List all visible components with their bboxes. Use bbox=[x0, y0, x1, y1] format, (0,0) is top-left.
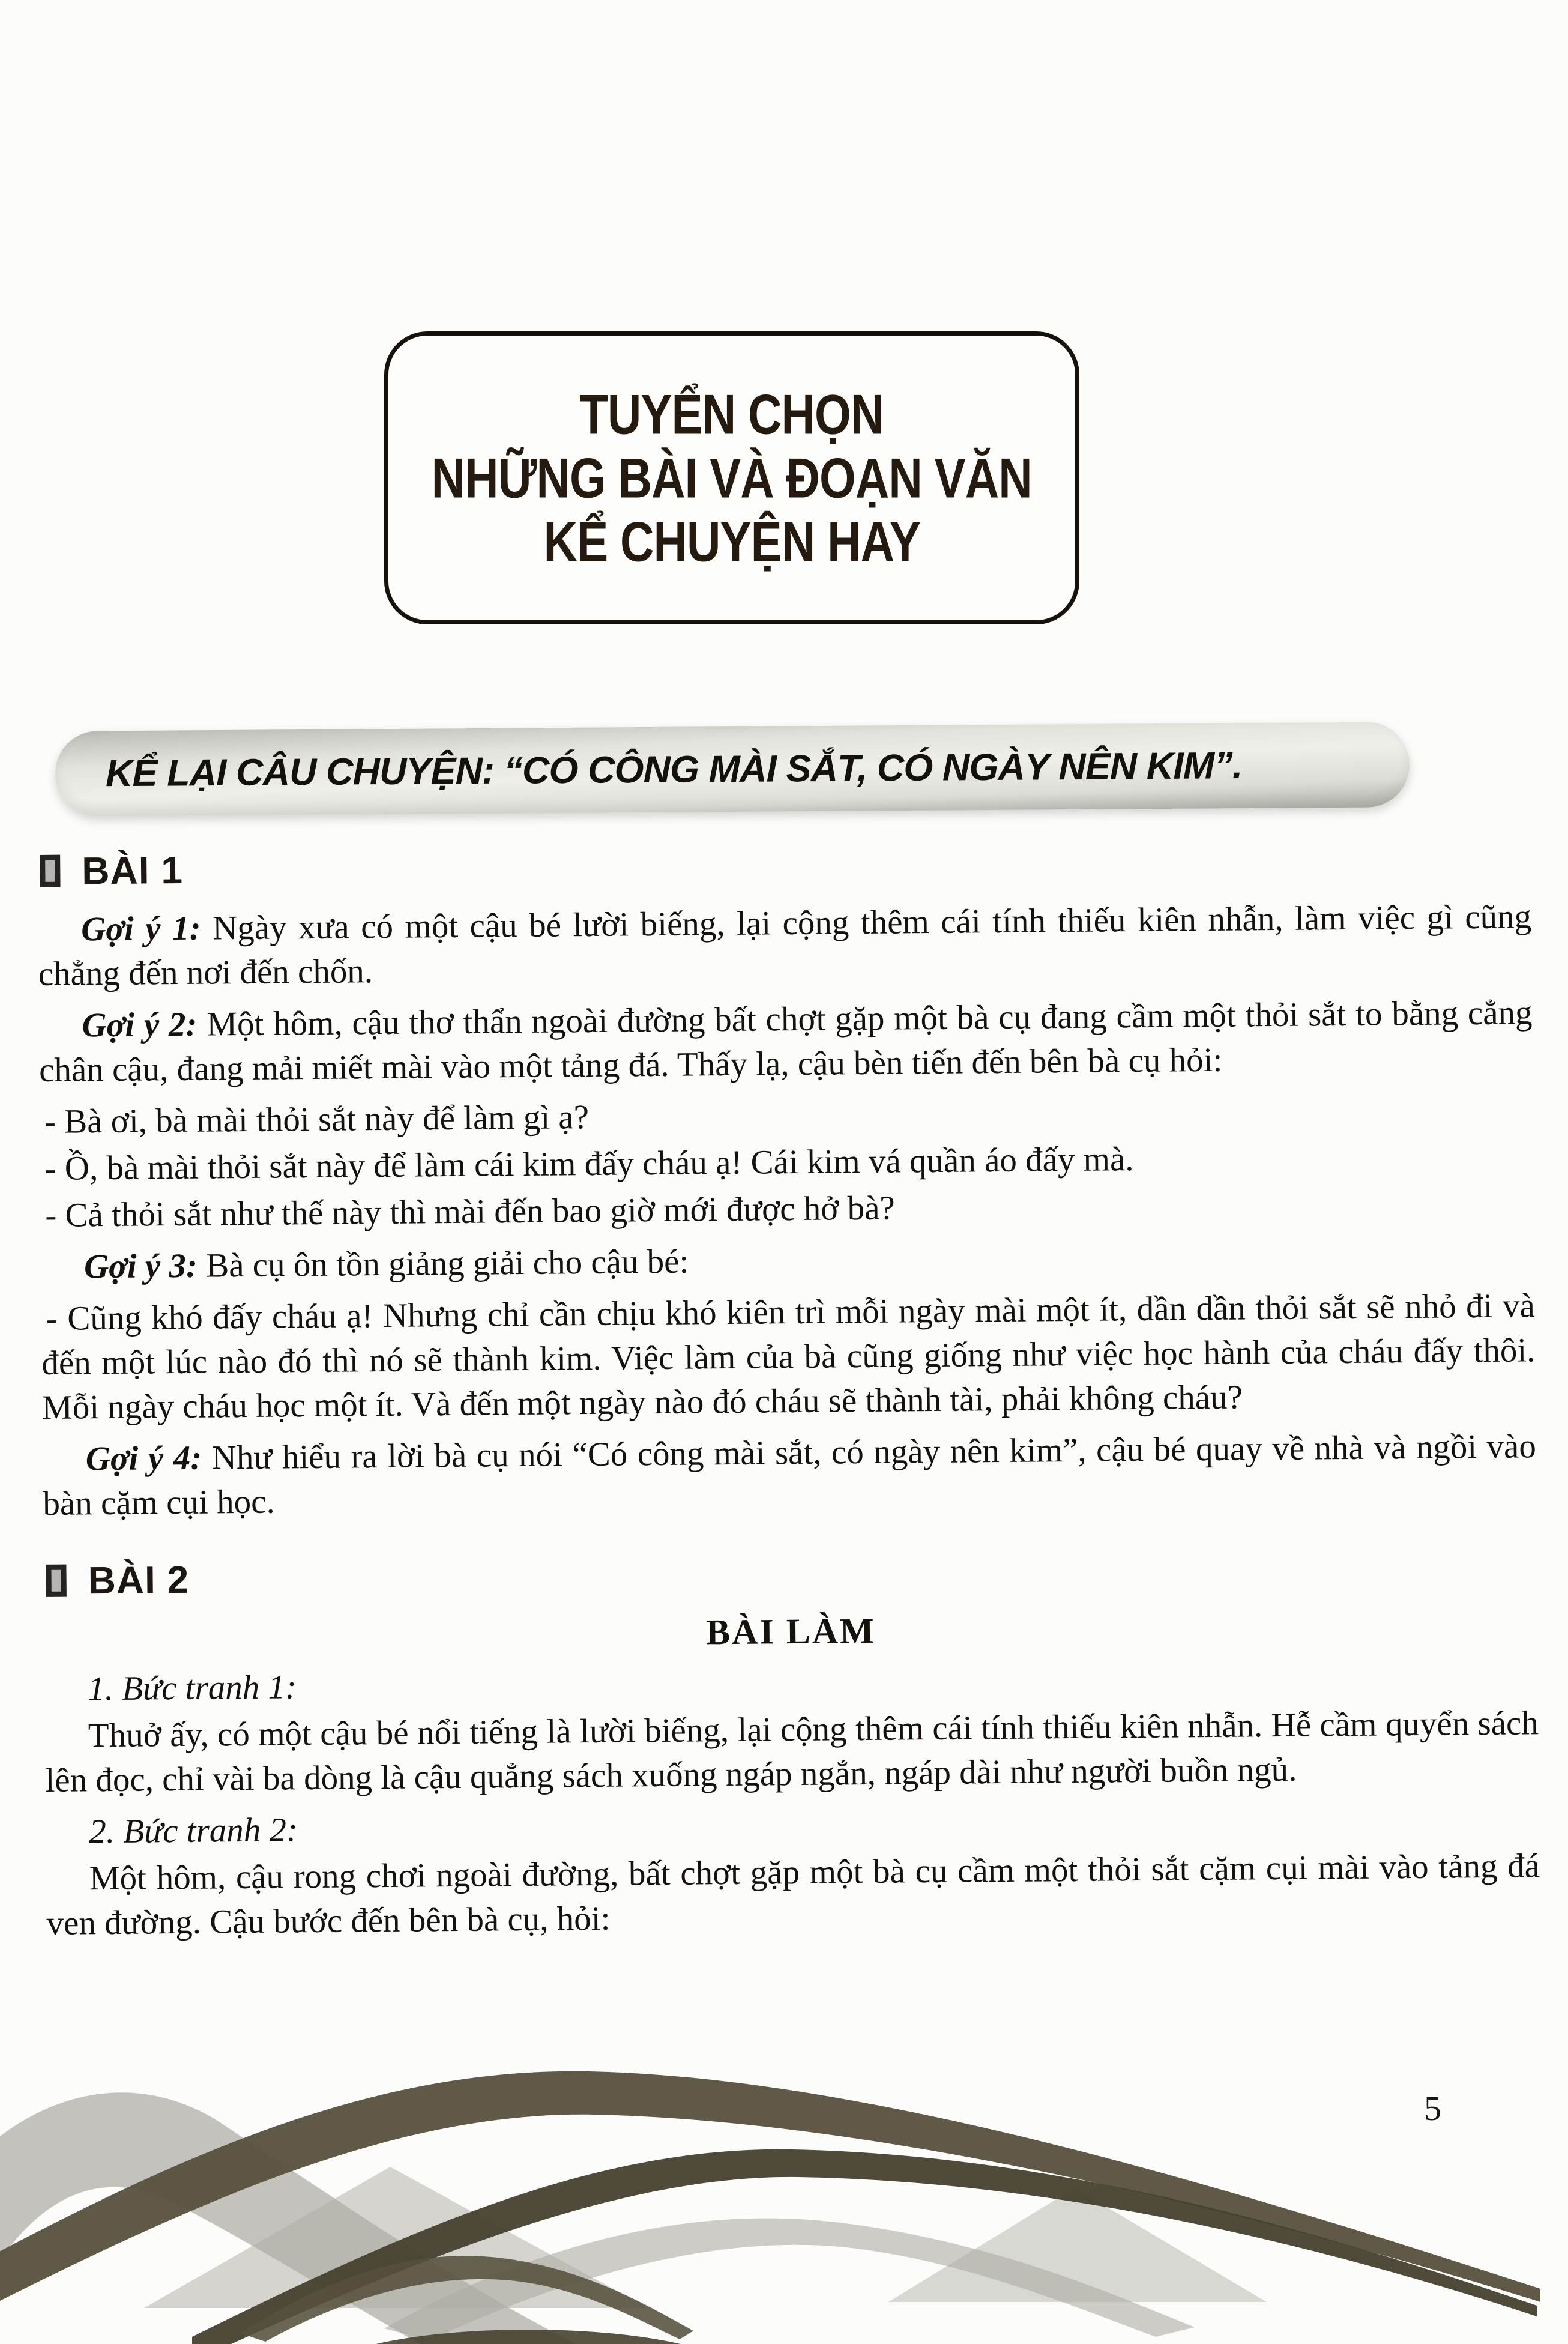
section-heading-label: BÀI 2 bbox=[88, 1557, 190, 1602]
text-column bbox=[37, 836, 1540, 1948]
dialogue-line: - Ồ, bà mài thỏi sắt này để làm cái kim đấy cháu ạ! Cái kim vá quần áo đấy mà. bbox=[44, 1140, 1134, 1188]
picture-caption: 1. Bức tranh 1: bbox=[87, 1668, 297, 1708]
page-number: 5 bbox=[1424, 2089, 1441, 2128]
title-box bbox=[384, 331, 1079, 624]
center-heading: BÀI LÀM bbox=[705, 1610, 876, 1652]
bottom-swoosh-decoration bbox=[0, 2044, 1568, 2344]
hint-paragraph: Gợi ý 3: Bà cụ ôn tồn giảng giải cho cậu bé: bbox=[83, 1242, 689, 1286]
body-paragraph: Một hôm, cậu rong chơi ngoài đường, bất chợt gặp một bà cụ cầm một thỏi sắt cặm cụi mài vào tảng đá ven đường. Cậu bước đến bên bà cụ, hỏi: bbox=[46, 1847, 1540, 1942]
paragraph-lead: Gợi ý 2: bbox=[82, 1005, 198, 1045]
square-bullet-icon bbox=[40, 855, 60, 887]
section-heading-label: BÀI 1 bbox=[82, 848, 184, 893]
title-line-1: TUYỂN CHỌN bbox=[579, 382, 884, 446]
section-heading bbox=[37, 836, 1531, 893]
paragraph-lead: Gợi ý 1: bbox=[80, 909, 201, 949]
hint-paragraph: Gợi ý 4: Như hiểu ra lời bà cụ nói “Có công mài sắt, có ngày nên kim”, cậu bé quay về nhà và ngồi vào bàn cặm cụi học. bbox=[43, 1427, 1537, 1523]
chapter-banner bbox=[55, 722, 1410, 817]
body-paragraph: Thuở ấy, có một cậu bé nổi tiếng là lười biếng, lại cộng thêm cái tính thiếu kiên nhẫn. Hễ cầm quyển sách lên đọc, chỉ vài ba dòng là cậu quẳng sách xuống ngáp ngắn, ngáp dài như người buồn ngủ. bbox=[45, 1704, 1539, 1799]
dialogue-line: - Cả thỏi sắt như thế này thì mài đến bao giờ mới được hở bà? bbox=[45, 1189, 896, 1234]
title-line-3: KỂ CHUYỆN HAY bbox=[543, 510, 920, 573]
picture-caption: 2. Bức tranh 2: bbox=[89, 1811, 298, 1851]
chapter-banner-title: KỂ LẠI CÂU CHUYỆN: “CÓ CÔNG MÀI SẮT, CÓ NGÀY NÊN KIM”. bbox=[105, 745, 1243, 795]
paragraph-lead: Gợi ý 3: bbox=[83, 1246, 198, 1286]
square-bullet-icon bbox=[46, 1565, 66, 1597]
dialogue-line: - Cũng khó đấy cháu ạ! Nhưng chỉ cần chịu khó kiên trì mỗi ngày mài một ít, dần dần thỏi sắt sẽ nhỏ đi và đến một lúc nào đó thì nó sẽ thành kim. Việc làm của bà cũng giống như việc học hành của cháu đấy thôi. Mỗi ngày cháu học một ít. Và đến một ngày nào đó cháu sẽ thành tài, phải không cháu? bbox=[41, 1287, 1536, 1427]
title-line-2: NHỮNG BÀI VÀ ĐOẠN VĂN bbox=[431, 446, 1033, 510]
paragraph-lead: Gợi ý 4: bbox=[85, 1439, 202, 1478]
hint-paragraph: Gợi ý 1: Ngày xưa có một cậu bé lười biếng, lại cộng thêm cái tính thiếu kiên nhẫn, làm việc gì cũng chẳng đến nơi đến chốn. bbox=[38, 898, 1532, 993]
hint-paragraph: Gợi ý 2: Một hôm, cậu thơ thẩn ngoài đường bất chợt gặp một bà cụ đang cầm một thỏi sắt to bằng cẳng chân cậu, đang mải miết mài vào một tảng đá. Thấy lạ, cậu bèn tiến đến bên bà cụ hỏi: bbox=[38, 994, 1533, 1089]
dialogue-line: - Bà ơi, bà mài thỏi sắt này để làm gì ạ? bbox=[44, 1098, 590, 1141]
section-heading bbox=[43, 1545, 1537, 1603]
